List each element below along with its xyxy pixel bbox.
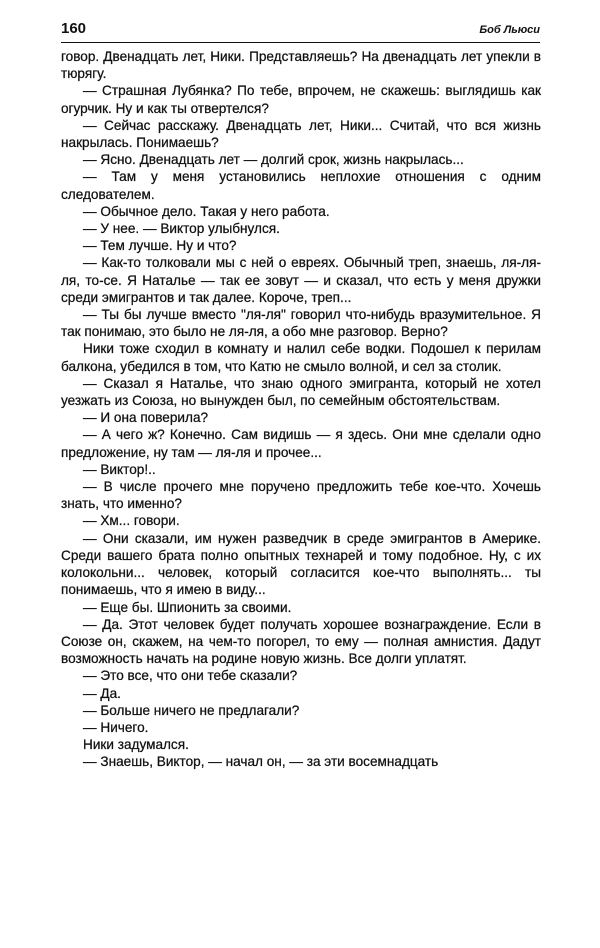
paragraph: — Да. <box>83 685 121 701</box>
paragraph: — Больше ничего не предлагали? <box>83 702 300 718</box>
paragraph: — Сейчас расскажу. Двенадцать лет, Ники... Считай, что вся жизнь накрылась. Понимаешь? <box>61 117 541 151</box>
paragraph: — Виктор!.. <box>83 461 156 477</box>
paragraph: — Страшная Лубянка? По тебе, впрочем, не скажешь: выглядишь как огурчик. Ну и как ты отвертелся? <box>61 83 541 116</box>
paragraph: — Еще бы. Шпионить за своими. <box>83 599 292 615</box>
paragraph: — И она поверила? <box>83 410 209 426</box>
paragraph: — Ясно. Двенадцать лет — долгий срок, жизнь накрылась... <box>83 152 464 168</box>
paragraph: — Хм... говори. <box>83 513 180 529</box>
paragraph: — В числе прочего мне поручено предложить тебе кое-что. Хочешь знать, что именно? <box>61 479 541 512</box>
paragraph: — Они сказали, им нужен разведчик в среде эмигрантов в Америке. Среди вашего брата полно опытных технарей и тому подобное. Ну, с их колокольни... человек, который согласится кое-что выполнять... ты понимаешь, что я имею в виду... <box>61 530 541 598</box>
paragraph: Ники тоже сходил в комнату и налил себе водки. Подошел к перилам балкона, убедился в том, что Катю не смыло волной, и сел за столик. <box>61 341 541 374</box>
paragraph: — Там у меня установились неплохие отношения с одним следователем. <box>61 169 541 202</box>
body-text <box>61 48 541 771</box>
paragraph: — Это все, что они тебе сказали? <box>83 668 298 684</box>
page-number: 160 <box>61 20 87 37</box>
paragraph: говор. Двенадцать лет, Ники. Представляешь? На двенадцать лет упекли в тюрягу. <box>61 49 541 82</box>
paragraph: — Ничего. <box>83 719 149 735</box>
paragraph: — Тем лучше. Ну и что? <box>83 238 237 254</box>
running-head: Боб Льюси <box>479 24 540 36</box>
paragraph: — Сказал я Наталье, что знаю одного эмигранта, который не хотел уезжать из Союза, но вынужден был, по семейным обстоятельствам. <box>61 375 541 409</box>
paragraph: — Да. Этот человек будет получать хорошее вознаграждение. Если в Союзе он, скажем, на чем-то погорел, то ему — полная амнистия. Дадут возможность начать на родине новую жизнь. Все долги уплатят. <box>61 616 541 667</box>
page-header <box>61 20 540 43</box>
paragraph: — Обычное дело. Такая у него работа. <box>83 203 330 219</box>
paragraph: — У нее. — Виктор улыбнулся. <box>83 221 280 237</box>
paragraph: — Как-то толковали мы с ней о евреях. Обычный треп, знаешь, ля-ля-ля, то-се. Я Наталье — так ее зовут — и сказал, что есть у меня дружки среди эмигрантов и так далее. Короче, треп... <box>61 255 541 305</box>
paragraph: — А чего ж? Конечно. Сам видишь — я здесь. Они мне сделали одно предложение, ну там — ля-ля и прочее... <box>61 427 541 460</box>
paragraph: — Ты бы лучше вместо "ля-ля" говорил что-нибудь вразумительное. Я так понимаю, это было не ля-ля, а обо мне разговор. Верно? <box>61 307 541 340</box>
paragraph: Ники задумался. <box>83 737 189 753</box>
paragraph: — Знаешь, Виктор, — начал он, — за эти восемнадцать <box>83 754 439 770</box>
